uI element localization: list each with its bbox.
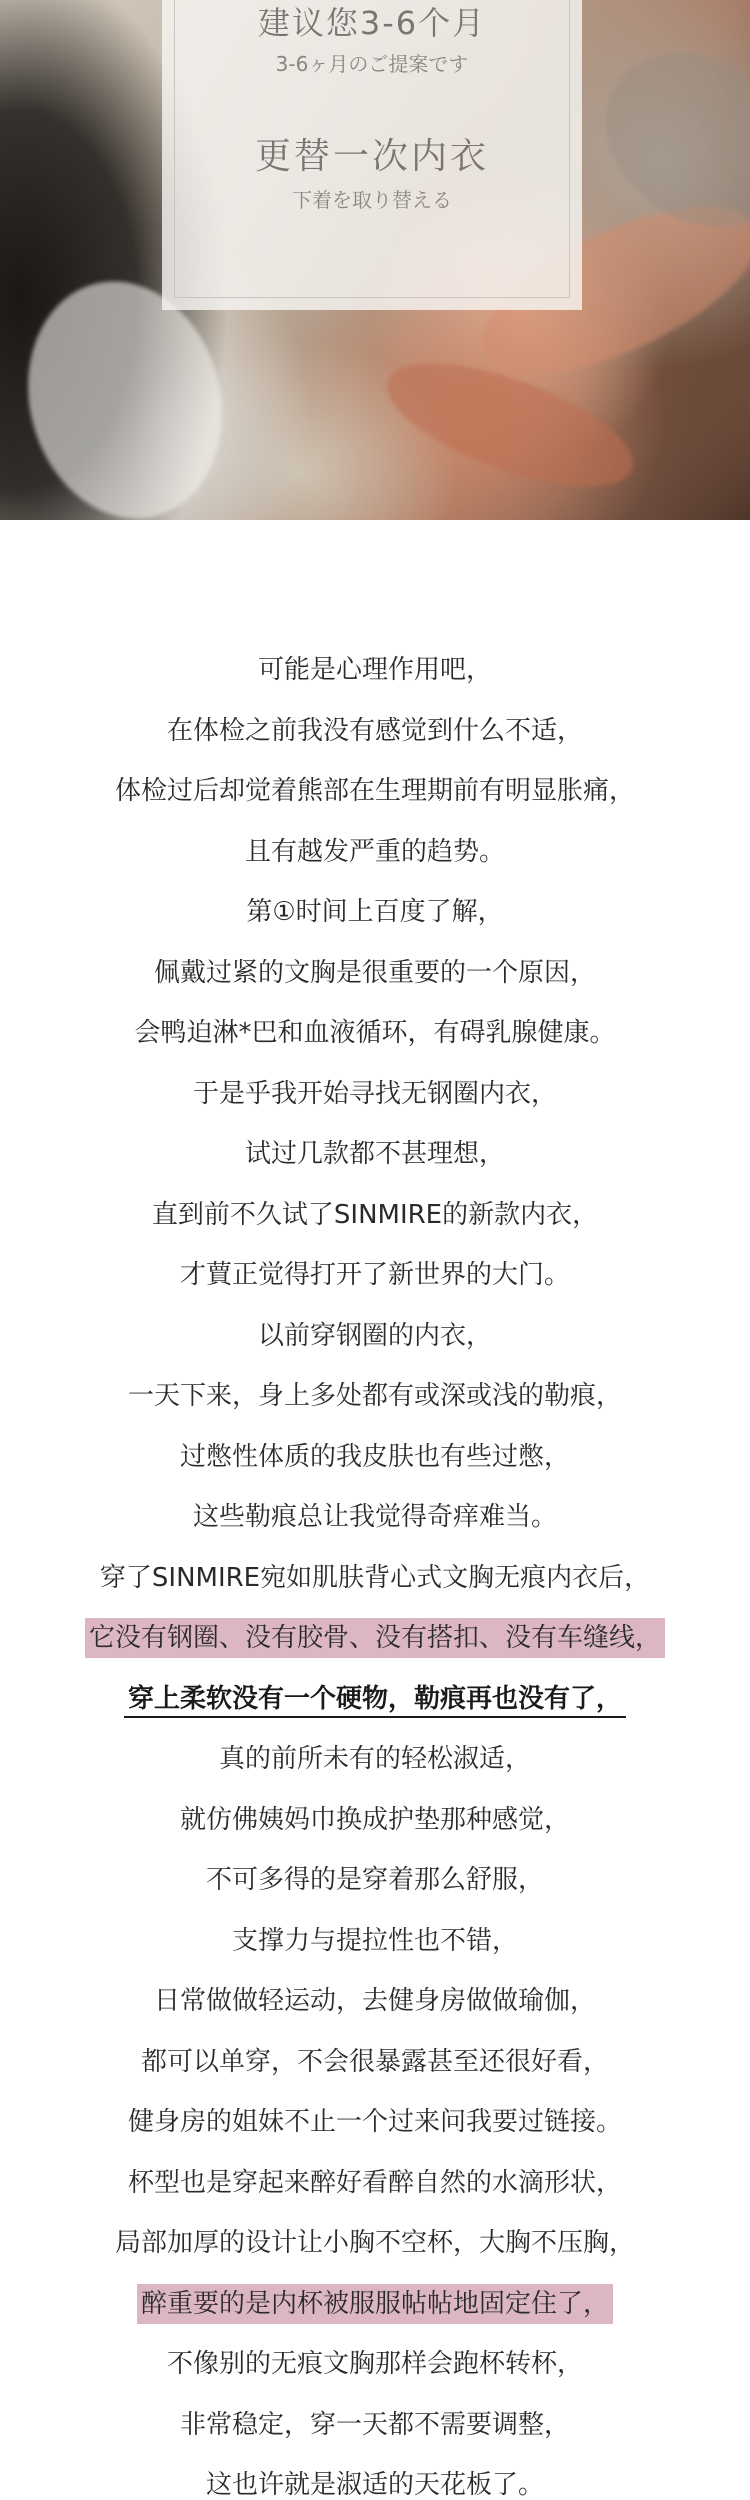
article-line xyxy=(0,1124,750,1185)
article-line xyxy=(0,2213,750,2274)
article-line xyxy=(0,1003,750,1064)
article-line xyxy=(0,822,750,883)
article-line-text: 可能是心理作用吧， xyxy=(257,655,492,685)
article-line xyxy=(0,2153,750,2214)
article-line-text: 非常稳定，穿一天都不需要调整， xyxy=(179,2409,570,2440)
article-line xyxy=(0,1306,750,1367)
article-line-text: 就仿佛姨妈巾换成护垫那种感觉， xyxy=(179,1804,570,1835)
article-line xyxy=(0,1185,750,1246)
article-line xyxy=(0,943,750,1004)
highlighted-line xyxy=(0,2274,750,2335)
article-line-text: 不像别的无痕文胸那样会跑杯转杯， xyxy=(166,2349,583,2379)
article-line xyxy=(0,1790,750,1851)
hero-headline-jp: 3-6ヶ月のご提案です xyxy=(275,52,469,76)
article-line xyxy=(0,1729,750,1790)
article-line-text: 直到前不久试了SINMIRE的新款内衣， xyxy=(151,1199,599,1230)
article-line xyxy=(0,1487,750,1548)
article-line-text: 才蕒正觉得打开了新世界的大门。 xyxy=(179,1260,570,1290)
article-line-text: 过憋性体质的我皮肤也有些过憋， xyxy=(179,1441,570,1472)
article-line-text: 体检过后却觉着熊部在生理期前有明显胀痛， xyxy=(114,776,635,806)
hero-banner-image xyxy=(0,0,750,520)
hero-headline: 建议您3-6个月 xyxy=(257,4,487,42)
article-line-text: 醉重要的是内杯被服服帖帖地固定住了， xyxy=(137,2284,613,2324)
article-line-text: 会鸭迫淋*巴和血液循环，有碍乳腺健康。 xyxy=(134,1018,616,1048)
article-line xyxy=(0,1548,750,1609)
highlighted-line xyxy=(0,1608,750,1669)
article-line xyxy=(0,1911,750,1972)
article-line xyxy=(0,2395,750,2456)
article-line-text: 一天下来，身上多处都有或深或浅的勒痕， xyxy=(127,1381,622,1411)
article-line-text: 支撑力与提拉性也不错， xyxy=(231,1925,518,1956)
article-line-text: 以前穿钢圈的内衣， xyxy=(257,1320,492,1351)
article-line-text: 在体检之前我没有感觉到什么不适， xyxy=(166,715,583,746)
article-line xyxy=(0,1064,750,1125)
article-line xyxy=(0,1971,750,2032)
hero-subheadline: 更替一次内衣 xyxy=(254,136,489,177)
emphasized-line xyxy=(0,1669,750,1730)
article-line-text: 健身房的姐妹不止一个过来问我要过链接。 xyxy=(127,2107,622,2137)
article-line-text: 局部加厚的设计让小胸不空杯，大胸不压胸， xyxy=(114,2228,635,2258)
article-line-text: 日常做做轻运动，去健身房做做瑜伽， xyxy=(153,1986,596,2016)
article-line xyxy=(0,2032,750,2093)
article-line-text: 它没有钢圈、没有胶骨、没有搭扣、没有车缝线， xyxy=(85,1618,665,1658)
article-line-text: 穿了SINMIRE宛如肌肤背心式文胸无痕内衣后， xyxy=(99,1562,651,1593)
article-line-text: 都可以单穿，不会很暴露甚至还很好看， xyxy=(140,2046,609,2077)
article-line-text: 真的前所未有的轻松淑适， xyxy=(218,1744,531,1774)
article-line-text: 穿上柔软没有一个硬物，勒痕再也没有了， xyxy=(124,1682,626,1718)
article-line xyxy=(0,2092,750,2153)
article-line xyxy=(0,2455,750,2500)
article-line xyxy=(0,701,750,762)
article-line-text: 佩戴过紧的文胸是很重要的一个原因， xyxy=(153,957,596,988)
article-line xyxy=(0,1850,750,1911)
article-line-text: 杯型也是穿起来醉好看醉自然的水滴形状， xyxy=(127,2167,622,2198)
article-line xyxy=(0,882,750,943)
article-line-text: 这也许就是淑适的天花板了。 xyxy=(205,2470,544,2500)
article-line xyxy=(0,2334,750,2395)
article-line-text: 不可多得的是穿着那么舒服， xyxy=(205,1865,544,1895)
article-line xyxy=(0,1427,750,1488)
article-line xyxy=(0,1245,750,1306)
article-line xyxy=(0,761,750,822)
article-line xyxy=(0,640,750,701)
article-body xyxy=(0,640,750,2500)
hero-text-panel xyxy=(162,0,582,310)
article-line-text: 第①时间上百度了解， xyxy=(246,897,504,927)
article-line-text: 于是乎我开始寻找无钢圈内衣， xyxy=(192,1078,557,1109)
article-line xyxy=(0,1366,750,1427)
article-line-text: 且有越发严重的趋势。 xyxy=(244,836,505,867)
article-line-text: 试过几款都不甚理想， xyxy=(244,1139,505,1169)
hero-subheadline-jp: 下着を取り替える xyxy=(292,188,452,212)
article-line-text: 这些勒痕总让我觉得奇痒难当。 xyxy=(192,1502,557,1532)
